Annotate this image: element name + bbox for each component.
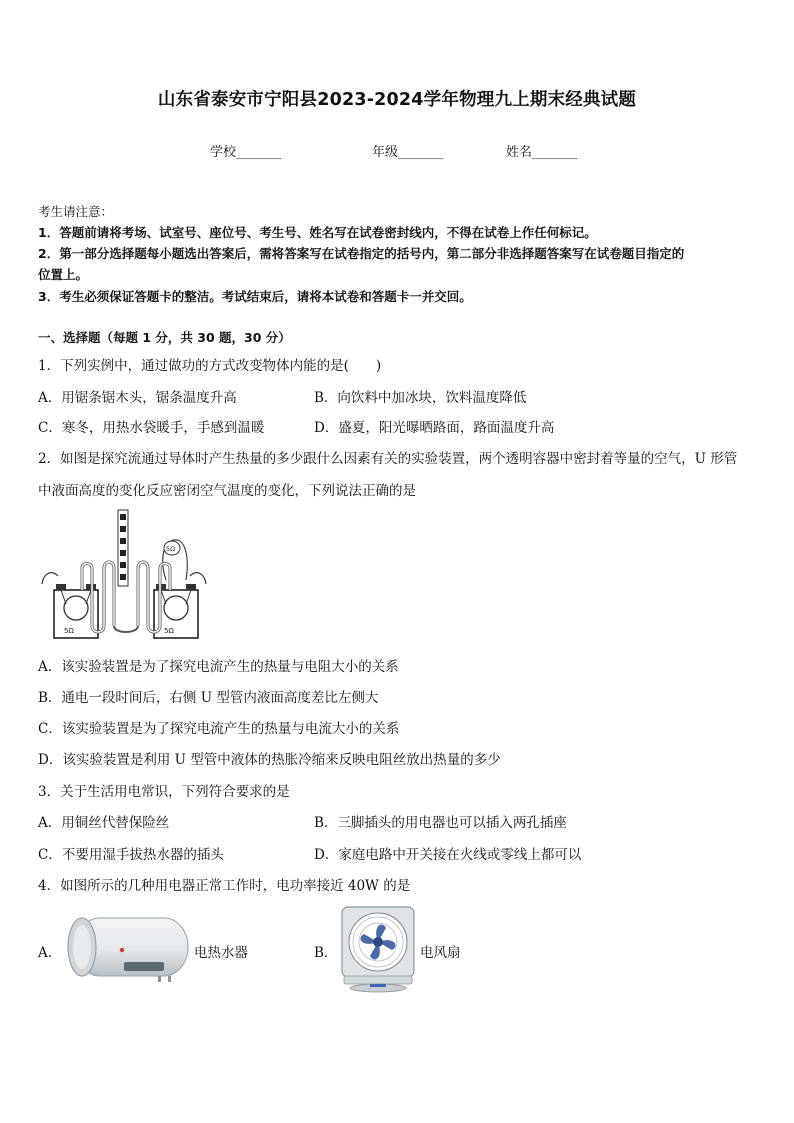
q2-option-a: A．该实验装置是为了探究电流产生的热量与电阻大小的关系	[38, 659, 399, 675]
q2-option-b: B．通电一段时间后，右侧 U 型管内液面高度差比左侧大	[38, 690, 379, 706]
water-heater-icon	[62, 912, 192, 984]
notice-item-2-cont: 位置上。	[38, 267, 89, 282]
q2-option-c: C．该实验装置是为了探究电流产生的热量与电流大小的关系	[38, 721, 400, 737]
joule-heating-apparatus-figure	[38, 506, 210, 642]
q4-option-a-name: 电热水器	[194, 945, 248, 961]
q3-option-d: D．家庭电路中开关接在火线或零线上都可以	[314, 847, 582, 863]
q2-stem: 2．如图是探究流通过导体时产生热量的多少跟什么因素有关的实验装置，两个透明容器中密封着等量的空气，U 形管	[38, 451, 738, 467]
q4-stem: 4．如图所示的几种用电器正常工作时，电功率接近 40W 的是	[38, 878, 411, 894]
grade-field: 年级_______	[372, 145, 444, 160]
q2-option-d: D．该实验装置是利用 U 型管中液体的热胀冷缩来反映电阻丝放出热量的多少	[38, 752, 501, 768]
school-field: 学校_______	[210, 145, 282, 160]
resistor-left-label: 5Ω	[64, 627, 74, 635]
q2-stem-cont: 中液面高度的变化反应密闭空气温度的变化，下列说法正确的是	[38, 483, 416, 499]
notice-heading: 考生请注意：	[38, 204, 114, 219]
name-field: 姓名_______	[506, 145, 578, 160]
q4-option-a-label: A．	[38, 945, 62, 961]
q1-option-d: D．盛夏，阳光曝晒路面，路面温度升高	[314, 420, 555, 436]
section-heading: 一、选择题（每题 1 分，共 30 题，30 分）	[38, 330, 291, 345]
q4-option-b-name: 电风扇	[420, 945, 461, 961]
q1-stem: 1．下列实例中，通过做功的方式改变物体内能的是( )	[38, 358, 382, 374]
q1-option-b: B．向饮料中加冰块，饮料温度降低	[314, 390, 527, 406]
resistor-top-label: 5Ω	[166, 545, 176, 553]
q3-option-a: A．用铜丝代替保险丝	[38, 815, 170, 831]
resistor-right-label: 5Ω	[164, 627, 174, 635]
box-fan-icon	[338, 904, 418, 994]
notice-item-1: 1．答题前请将考场、试室号、座位号、考生号、姓名写在试卷密封线内，不得在试卷上作任何标记。	[38, 225, 597, 240]
page-title: 山东省泰安市宁阳县2023-2024学年物理九上期末经典试题	[157, 90, 637, 110]
q1-option-a: A．用锯条锯木头，锯条温度升高	[38, 390, 237, 406]
q3-option-c: C．不要用湿手拔热水器的插头	[38, 847, 224, 863]
q4-option-b-label: B．	[314, 945, 338, 961]
notice-item-2: 2．第一部分选择题每小题选出答案后，需将答案写在试卷指定的括号内，第二部分非选择题答案写在试卷题目指定的	[38, 246, 685, 261]
notice-item-3: 3．考生必须保证答题卡的整洁。考试结束后，请将本试卷和答题卡一并交回。	[38, 289, 472, 304]
q1-option-c: C．寒冬，用热水袋暖手，手感到温暖	[38, 420, 265, 436]
q3-stem: 3．关于生活用电常识，下列符合要求的是	[38, 784, 290, 800]
q3-option-b: B．三脚插头的用电器也可以插入两孔插座	[314, 815, 567, 831]
